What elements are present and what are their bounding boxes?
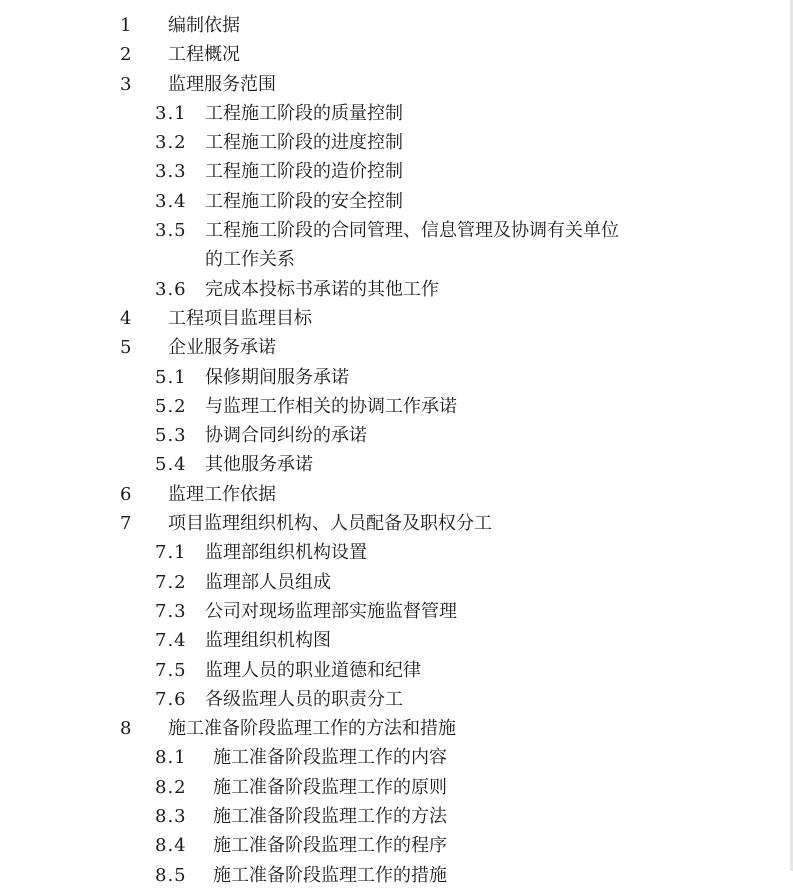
toc-title: 监理组织机构图 xyxy=(205,630,331,652)
toc-entry-4[interactable] xyxy=(0,304,793,333)
toc-entry-3-3[interactable] xyxy=(0,157,793,186)
toc-title-continuation: 的工作关系 xyxy=(205,249,295,271)
toc-entry-2[interactable] xyxy=(0,40,793,69)
toc-title: 工程施工阶段的质量控制 xyxy=(205,102,403,124)
toc-number: 3 xyxy=(120,73,132,95)
toc-number: 5.4 xyxy=(155,454,187,476)
toc-number: 3.3 xyxy=(155,161,187,183)
toc-entry-8-2[interactable] xyxy=(0,773,793,802)
toc-entry-1[interactable] xyxy=(0,11,793,40)
toc-number: 8.3 xyxy=(155,806,187,828)
toc-title: 其他服务承诺 xyxy=(205,454,313,476)
toc-entry-8-5[interactable] xyxy=(0,861,793,890)
toc-entry-5-4[interactable] xyxy=(0,450,793,479)
toc-number: 7.3 xyxy=(155,600,187,622)
toc-number: 7.6 xyxy=(155,688,187,710)
toc-entry-7-4[interactable] xyxy=(0,626,793,655)
toc-entry-8[interactable] xyxy=(0,714,793,743)
toc-title: 施工准备阶段监理工作的方法 xyxy=(213,806,447,828)
toc-number: 3.5 xyxy=(155,220,187,242)
toc-entry-7-3[interactable] xyxy=(0,597,793,626)
toc-number: 8.2 xyxy=(155,776,187,798)
toc-number: 6 xyxy=(120,483,132,505)
table-of-contents xyxy=(0,11,793,890)
toc-number: 3.4 xyxy=(155,190,187,212)
toc-entry-8-1[interactable] xyxy=(0,743,793,772)
toc-number: 3.1 xyxy=(155,102,187,124)
toc-title: 工程施工阶段的合同管理、信息管理及协调有关单位 xyxy=(205,220,619,242)
toc-entry-5-1[interactable] xyxy=(0,363,793,392)
toc-number: 5.3 xyxy=(155,425,187,447)
toc-title: 施工准备阶段监理工作的程序 xyxy=(213,835,447,857)
toc-entry-6[interactable] xyxy=(0,480,793,509)
toc-title: 工程施工阶段的造价控制 xyxy=(205,161,403,183)
toc-entry-5-3[interactable] xyxy=(0,421,793,450)
toc-title: 监理工作依据 xyxy=(168,483,276,505)
toc-entry-3-4[interactable] xyxy=(0,187,793,216)
toc-number: 8.1 xyxy=(155,747,187,769)
toc-entry-7-5[interactable] xyxy=(0,656,793,685)
toc-title: 工程施工阶段的安全控制 xyxy=(205,190,403,212)
toc-number: 7.1 xyxy=(155,542,187,564)
toc-title: 施工准备阶段监理工作的方法和措施 xyxy=(168,718,456,740)
toc-entry-7-2[interactable] xyxy=(0,568,793,597)
toc-number: 3.6 xyxy=(155,278,187,300)
toc-title: 协调合同纠纷的承诺 xyxy=(205,425,367,447)
toc-entry-7[interactable] xyxy=(0,509,793,538)
toc-entry-5[interactable] xyxy=(0,333,793,362)
toc-entry-3-5[interactable] xyxy=(0,216,793,245)
toc-title: 各级监理人员的职责分工 xyxy=(205,688,403,710)
toc-number: 3.2 xyxy=(155,132,187,154)
toc-title: 施工准备阶段监理工作的原则 xyxy=(213,776,447,798)
toc-number: 8.5 xyxy=(155,864,187,886)
toc-title: 编制依据 xyxy=(168,15,240,36)
toc-title: 监理部人员组成 xyxy=(205,571,331,593)
toc-entry-3-2[interactable] xyxy=(0,128,793,157)
toc-number: 8 xyxy=(120,718,132,740)
toc-number: 7.5 xyxy=(155,659,187,681)
toc-number: 7 xyxy=(120,513,132,535)
toc-entry-3-5-continuation[interactable] xyxy=(0,245,793,274)
toc-entry-3[interactable] xyxy=(0,70,793,99)
toc-title: 公司对现场监理部实施监督管理 xyxy=(205,600,457,622)
toc-entry-3-6[interactable] xyxy=(0,275,793,304)
toc-number: 8.4 xyxy=(155,835,187,857)
toc-title: 企业服务承诺 xyxy=(168,337,276,359)
toc-entry-3-1[interactable] xyxy=(0,99,793,128)
toc-title: 工程施工阶段的进度控制 xyxy=(205,132,403,154)
toc-entry-8-3[interactable] xyxy=(0,802,793,831)
toc-entry-7-1[interactable] xyxy=(0,538,793,567)
toc-number: 1 xyxy=(120,15,132,36)
toc-title: 监理部组织机构设置 xyxy=(205,542,367,564)
toc-title: 监理人员的职业道德和纪律 xyxy=(205,659,421,681)
toc-title: 施工准备阶段监理工作的内容 xyxy=(213,747,447,769)
toc-number: 5.2 xyxy=(155,395,187,417)
toc-title: 工程项目监理目标 xyxy=(168,307,312,329)
toc-title: 监理服务范围 xyxy=(168,73,276,95)
toc-entry-5-2[interactable] xyxy=(0,392,793,421)
toc-number: 5 xyxy=(120,337,132,359)
toc-number: 7.2 xyxy=(155,571,187,593)
toc-title: 完成本投标书承诺的其他工作 xyxy=(205,278,439,300)
toc-number: 7.4 xyxy=(155,630,187,652)
toc-number: 5.1 xyxy=(155,366,187,388)
toc-entry-8-4[interactable] xyxy=(0,831,793,860)
toc-title: 保修期间服务承诺 xyxy=(205,366,349,388)
toc-title: 项目监理组织机构、人员配备及职权分工 xyxy=(168,513,492,535)
toc-entry-7-6[interactable] xyxy=(0,685,793,714)
toc-title: 施工准备阶段监理工作的措施 xyxy=(213,864,447,886)
toc-number: 2 xyxy=(120,44,132,66)
toc-title: 工程概况 xyxy=(168,44,240,66)
toc-title: 与监理工作相关的协调工作承诺 xyxy=(205,395,457,417)
toc-number: 4 xyxy=(120,307,132,329)
